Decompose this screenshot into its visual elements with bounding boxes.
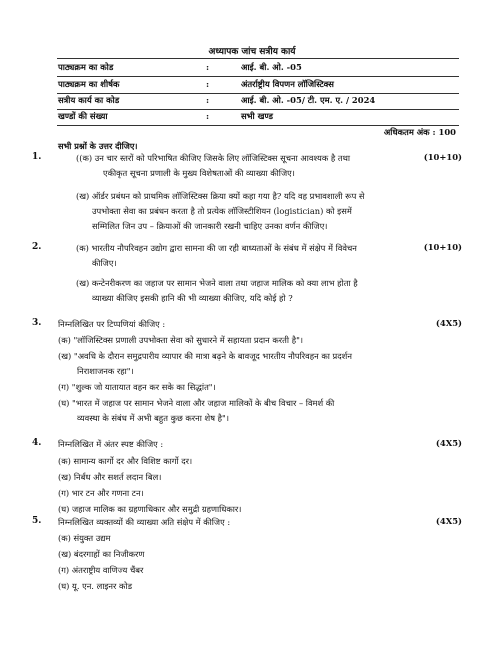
question-number: 4. [32, 438, 42, 448]
meta-divider [57, 76, 459, 77]
question-line: (क) भारतीय नौपरिवहन उद्योग द्वारा सामना की जा रही बाध्यताओं के संबंध में संक्षेप में विवेचन [76, 243, 357, 253]
question-marks: (10+10) [423, 242, 462, 252]
meta-value: अंतर्राष्ट्रीय विपणन लॉजिस्टिक्स [241, 79, 334, 89]
question-line: व्यवस्था के संबंध में अभी बहुत कुछ करना शेष है"। [77, 413, 229, 423]
question-line: कीजिए। [92, 258, 117, 268]
meta-key: सत्रीय कार्य का कोड [58, 95, 120, 105]
meta-colon: : [206, 95, 210, 105]
header-divider-bottom [57, 125, 459, 126]
question-line: (ख) "अवधि के दौरान समुद्रपारीय व्यापार की मात्रा बढ़ने के बावजूद भारतीय नौपरिवहन का प्रदर्शन [58, 351, 352, 361]
question-line: सम्मिलित जिन उप – क्रियाओं की जानकारी रखनी चाहिए उनका वर्णन कीजिए। [92, 221, 328, 231]
question-line: (ग) "शुल्क जो यातायात वहन कर सके का सिद्धांत"। [58, 382, 216, 392]
question-line: ((क) उन चार स्तरों को परिभाषित कीजिए जिसके लिए लॉजिस्टिक्स सूचना आवश्यक है तथा [76, 153, 351, 163]
max-marks: अधिकतम अंक : 100 [383, 127, 456, 137]
question-line: (घ) "भारत में जहाज पर सामान भेजने वाला और जहाज मालिकों के बीच विचार – विमर्श की [58, 398, 335, 408]
meta-row-blocks [58, 111, 458, 125]
question-line: (घ) जहाज मालिक का ग्रहणाधिकार और समुद्री ग्रहणाधिकार। [58, 504, 242, 514]
question-line: (ख) ऑर्डर प्रबंधन को प्राथमिक लॉजिस्टिक्स क्रिया क्यों कहा गया है? यदि वह प्रभावशाली रूप से [76, 191, 365, 201]
meta-row-course-code [58, 62, 458, 76]
question-line: निम्नलिखित में अंतर स्पष्ट कीजिए : [58, 439, 164, 449]
question-marks: (4X5) [435, 516, 462, 526]
question-number: 1. [32, 152, 42, 162]
page-title: अध्यापक जांच सत्रीय कार्य [208, 47, 296, 57]
question-line: एकीकृत सूचना प्रणाली के मुख्य विशेषताओं की व्याख्या कीजिए। [103, 168, 295, 178]
question-line: उपभोक्ता सेवा का प्रबंधन करता है तो प्रत्येक लॉजिस्टीशियन (logistician) को इसमें [92, 206, 352, 216]
meta-value: सभी खण्ड [241, 111, 273, 121]
question-line: (क) सामान्य कार्गो दर और विशिष्ट कार्गो दर। [58, 456, 193, 466]
meta-divider [57, 93, 459, 94]
question-line: (ग) अंतराष्ट्रीय वाणिज्य चैंबर [58, 565, 144, 575]
question-number: 3. [32, 318, 42, 328]
header-divider-top [57, 58, 459, 59]
question-line: (ख) निर्बंध और सशर्त लदान बिल। [58, 472, 162, 482]
question-line: व्याख्या कीजिए इसकी हानि की भी व्याख्या कीजिए, यदि कोई हो ? [92, 293, 293, 303]
meta-row-course-title [58, 79, 458, 93]
question-marks: (4X5) [435, 438, 462, 448]
question-marks: (10+10) [423, 152, 462, 162]
instruction: सभी प्रश्नों के उत्तर दीजिए। [58, 141, 138, 151]
meta-divider [57, 109, 459, 110]
question-line: निराशाजनक रहा"। [77, 366, 134, 376]
question-line: निम्नलिखित व्यक्तव्यों की व्याख्या अति संक्षेप में कीजिए : [58, 517, 231, 527]
meta-key: पाठ्यक्रम का कोड [58, 62, 114, 72]
meta-row-assignment-code [58, 95, 458, 109]
question-line: (ख) कन्टेनरीकरण का जहाज पर सामान भेजने वाला तथा जहाज मालिक को क्या लाभ होता है [76, 278, 358, 288]
meta-colon: : [206, 79, 210, 89]
meta-value: आई. बी. ओ. -05/ टी. एम. ए. / 2024 [241, 95, 376, 105]
question-marks: (4X5) [435, 318, 462, 328]
question-line: (ख) बंदरगाहों का निजीकरण [58, 549, 145, 559]
question-number: 5. [32, 516, 42, 526]
question-line: निम्नलिखित पर टिप्पणियां कीजिए : [58, 319, 166, 329]
question-number: 2. [32, 242, 42, 252]
question-line: (क) "लॉजिस्टिक्स प्रणाली उपभोक्ता सेवा को सुधारने में सहायता प्रदान करती है"। [58, 335, 304, 345]
question-line: (क) संयुक्त उद्यम [58, 533, 111, 543]
meta-colon: : [206, 111, 210, 121]
meta-value: आई. बी. ओ. -05 [241, 62, 302, 72]
question-line: (घ) यू. एन. लाइनर कोड [58, 581, 133, 591]
meta-colon: : [206, 62, 210, 72]
question-line: (ग) भार टन और गणना टन। [58, 488, 144, 498]
meta-key: पाठ्यक्रम का शीर्षक [58, 79, 120, 89]
meta-key: खण्डों की संख्या [58, 111, 108, 121]
